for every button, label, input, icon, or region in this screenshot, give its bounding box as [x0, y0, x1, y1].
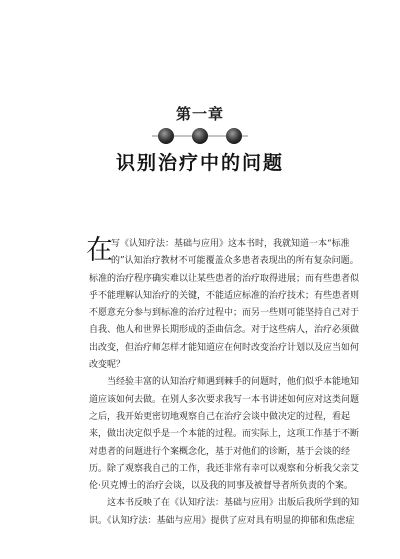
text-line: 自我、他人和世界长期形成的歪曲信念。对于这些病人，治疗必须做 [89, 325, 360, 336]
text-line: 伦·贝克博士的治疗会谈，以及我的同事及被督导者所负责的个案。 [89, 481, 353, 492]
text-line: 乎不能理解认知治疗的关键，不能适应标准的治疗技术；有些患者则 [89, 290, 360, 301]
text-line: 改变呢？ [89, 360, 126, 371]
text-line: 历。除了观察我自己的工作，我还非常有幸可以观察和分析我父亲艾 [89, 463, 360, 474]
text-line: 这本书反映了在《认知疗法：基础与应用》出版后我所学到的知 [107, 498, 360, 509]
text-line: 出改变，但治疗师怎样才能知道应在何时改变治疗计划以及应当如何 [89, 342, 360, 353]
chapter-number: 第一章 [175, 105, 224, 123]
text-line: 标准的治疗程序确实难以让某些患者的治疗取得进展；而有些患者似 [89, 273, 360, 284]
paragraph-3 [89, 495, 360, 530]
text-line: 对患者的问题进行个案概念化，基于对他们的诊断，基于会谈的经 [89, 446, 351, 457]
paragraph-1 [86, 235, 360, 374]
text-line: 的”认知治疗教材不可能覆盖众多患者表现出的所有复杂问题。 [111, 256, 359, 267]
text-line: 之后，我开始更密切地观察自己在治疗会谈中做决定的过程，看起 [89, 411, 351, 422]
paragraph-2 [89, 374, 360, 495]
text-line: 道应该如何去做。在别人多次要求我写一本书讲述如何应对这类问题 [89, 394, 360, 405]
body-text [86, 235, 360, 530]
drop-cap: 在 [86, 235, 113, 266]
text-line: 来，做出决定似乎是一个本能的过程。而实际上，这项工作基于不断 [89, 429, 360, 440]
chapter-title: 识别治疗中的问题 [115, 152, 284, 174]
text-line: 不愿意充分参与到标准的治疗过程中；而另一些则可能坚持自己对于 [89, 308, 360, 319]
ornament-dots-icon [140, 124, 260, 148]
text-line: 写《认知疗法：基础与应用》这本书时，我就知道一本“标准 [111, 239, 350, 249]
text-line: 当经验丰富的认知治疗师遇到棘手的问题时，他们似乎本能地知 [107, 377, 360, 388]
text-line: 识。《认知疗法：基础与应用》提供了应对具有明显的抑郁和焦虑症 [89, 515, 355, 526]
chapter-ornament [0, 124, 400, 148]
